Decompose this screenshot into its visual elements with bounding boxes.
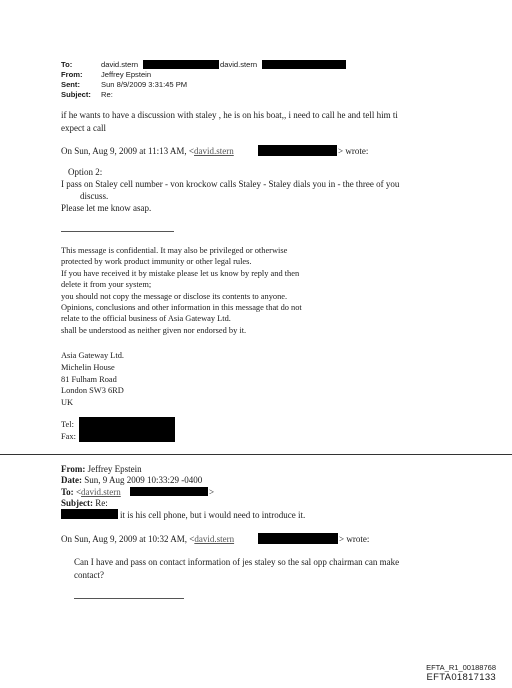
address-line: Michelin House xyxy=(61,362,115,372)
quote-header-2 xyxy=(61,533,234,546)
separator-line xyxy=(0,454,512,455)
divider xyxy=(61,231,174,232)
to-value xyxy=(101,60,138,69)
quote-prefix: On Sun, Aug 9, 2009 at 10:32 AM, < xyxy=(61,534,195,544)
option-title: Option 2: xyxy=(68,167,103,177)
date-label: Date: xyxy=(61,475,82,485)
email2-date xyxy=(61,474,202,487)
to-prefix: < xyxy=(75,487,82,497)
redaction-box xyxy=(258,145,337,156)
disclaimer-line: protected by work product immunity or other legal rules. xyxy=(61,257,252,267)
reply-body xyxy=(61,109,398,134)
to-email-1: david.stern xyxy=(101,60,139,69)
date-value: Sun, 9 Aug 2009 10:33:29 -0400 xyxy=(84,475,203,485)
company-address xyxy=(61,350,124,409)
email2-body: it is his cell phone, but i would need to introduce it. xyxy=(120,510,306,520)
address-line: UK xyxy=(61,398,74,408)
disclaimer-line: This message is confidential. It may also be privileged or otherwise xyxy=(61,246,288,255)
from-value: Jeffrey Epstein xyxy=(87,464,142,474)
disclaimer-line: you should not copy the message or disclose its contents to anyone. xyxy=(61,291,288,301)
option-line: discuss. xyxy=(80,191,109,201)
disclaimer-line: If you have received it by mistake please let us know by reply and then xyxy=(61,268,300,278)
quote2-body xyxy=(74,556,399,581)
to-label: To: xyxy=(61,60,73,69)
quote-line: Can I have and pass on contact information of jes staley so the sal opp chairman can make xyxy=(74,557,400,567)
subject-value: Re: xyxy=(101,90,113,99)
to-email-2: david.stern xyxy=(220,60,258,69)
quote-line: contact? xyxy=(74,569,104,580)
quote-email-link[interactable]: david.stern xyxy=(194,146,234,156)
redaction-box xyxy=(258,533,338,544)
from-label: From: xyxy=(61,464,86,474)
to-suffix: > xyxy=(209,487,215,497)
redaction-box xyxy=(130,487,208,496)
quote-suffix: > wrote: xyxy=(339,534,370,544)
quote-email-link[interactable]: david.stern xyxy=(194,534,235,544)
footer-ref-1: EFTA_R1_00188768 xyxy=(426,663,496,672)
redaction-box xyxy=(262,60,346,69)
to-email-link[interactable]: david.stern xyxy=(81,487,121,497)
email2-subject xyxy=(61,497,108,510)
redaction-box xyxy=(79,417,175,442)
footer-ref-2: EFTA01817133 xyxy=(426,672,496,683)
disclaimer-line: shall be understood as neither given nor endorsed by it. xyxy=(61,325,247,335)
subject-label: Subject: xyxy=(61,90,91,99)
from-value: Jeffrey Epstein xyxy=(101,70,152,79)
quote-header-1 xyxy=(61,145,234,158)
subject-label: Subject: xyxy=(61,498,93,508)
option-line: Please let me know asap. xyxy=(61,203,152,213)
disclaimer xyxy=(61,245,302,336)
reply-line: if he wants to have a discussion with staley , he is on his boat,, i need to call he and tell him ti xyxy=(61,110,398,120)
to-label: To: xyxy=(61,487,74,497)
option-line: I pass on Staley cell number - von krockow calls Staley - Staley dials you in - the three of you xyxy=(61,179,400,189)
from-label: From: xyxy=(61,70,83,79)
sent-value: Sun 8/9/2009 3:31:45 PM xyxy=(101,80,188,89)
tel-label: Tel: xyxy=(61,420,74,429)
divider xyxy=(74,598,184,599)
address-line: Asia Gateway Ltd. xyxy=(61,351,125,360)
reply-line: expect a call xyxy=(61,122,106,133)
fax-label: Fax: xyxy=(61,432,76,441)
disclaimer-line: delete it from your system; xyxy=(61,280,152,290)
disclaimer-line: Opinions, conclusions and other information in this message that do not xyxy=(61,303,302,313)
address-line: London SW3 6RD xyxy=(61,386,124,396)
disclaimer-line: relate to the official business of Asia Gateway Ltd. xyxy=(61,314,231,324)
redaction-box xyxy=(143,60,219,69)
redaction-box xyxy=(61,509,118,519)
sent-label: Sent: xyxy=(61,80,80,89)
address-line: 81 Fulham Road xyxy=(61,374,117,384)
quote-suffix: > wrote: xyxy=(338,146,369,156)
quote-prefix: On Sun, Aug 9, 2009 at 11:13 AM, < xyxy=(61,146,195,156)
subject-value: Re: xyxy=(95,498,108,508)
